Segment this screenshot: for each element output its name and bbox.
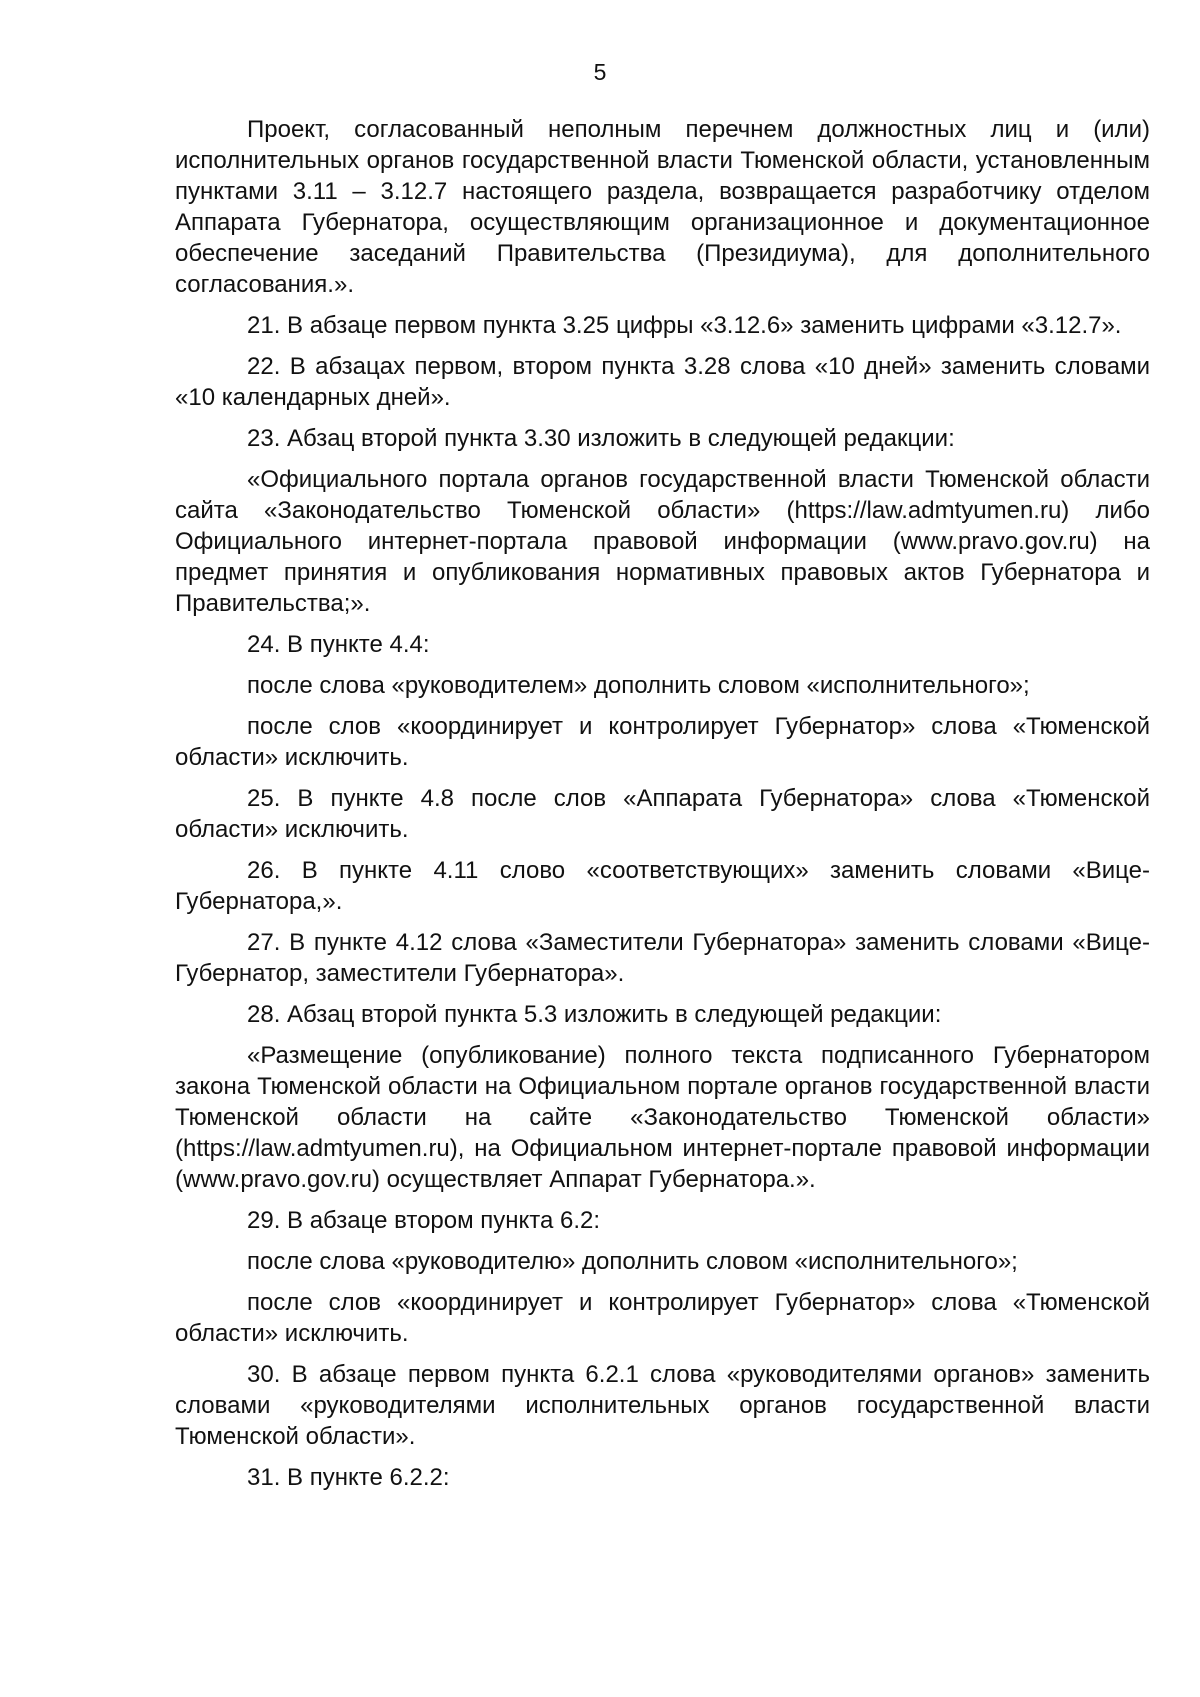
paragraph-item-23-text: «Официального портала органов государственной власти Тюменской области сайта «Законодательство Тюменской области» (https://law.admtyumen.ru) либо Официального интернет-портала правовой информации (www.pravo.gov.ru) на предмет принятия и опубликования нормативных правовых актов Губернатора и Правительства;». xyxy=(175,466,1150,617)
paragraph-item-30: 30. В абзаце первом пункта 6.2.1 слова «руководителями органов» заменить словами «руководителями исполнительных органов государственной власти Тюменской области». xyxy=(175,1361,1150,1450)
paragraph-item-31: 31. В пункте 6.2.2: xyxy=(247,1464,450,1491)
page-number: 5 xyxy=(593,59,607,85)
paragraph-item-29-sub2: после слов «координирует и контролирует Губернатор» слова «Тюменской области» исключить. xyxy=(175,1289,1150,1347)
paragraph-item-21: 21. В абзаце первом пункта 3.25 цифры «3.12.6» заменить цифрами «3.12.7». xyxy=(247,312,1122,339)
paragraph-item-29: 29. В абзаце втором пункта 6.2: xyxy=(247,1207,601,1234)
paragraph-item-22: 22. В абзацах первом, втором пункта 3.28 слова «10 дней» заменить словами «10 календарных дней». xyxy=(175,353,1150,411)
paragraph-item-24-sub2: после слов «координирует и контролирует Губернатор» слова «Тюменской области» исключить. xyxy=(175,713,1150,771)
paragraph-item-27: 27. В пункте 4.12 слова «Заместители Губернатора» заменить словами «Вице-Губернатор, заместители Губернатора». xyxy=(175,929,1150,987)
paragraph-item-24-sub1: после слова «руководителем» дополнить словом «исполнительного»; xyxy=(247,672,1030,699)
document-body xyxy=(175,114,1150,1503)
paragraph-item-23: 23. Абзац второй пункта 3.30 изложить в следующей редакции: xyxy=(247,425,955,452)
paragraph-project-return: Проект, согласованный неполным перечнем должностных лиц и (или) исполнительных органов государственной власти Тюменской области, установленным пунктами 3.11 – 3.12.7 настоящего раздела, возвращается разработчику отделом Аппарата Губернатора, осуществляющим организационное и документационное обеспечение заседаний Правительства (Президиума), для дополнительного согласования.». xyxy=(175,116,1150,298)
paragraph-item-28-text: «Размещение (опубликование) полного текста подписанного Губернатором закона Тюменской области на Официальном портале органов государственной власти Тюменской области на сайте «Законодательство Тюменской области» (https://law.admtyumen.ru), на Официальном интернет-портале правовой информации (www.pravo.gov.ru) осуществляет Аппарат Губернатора.». xyxy=(175,1042,1150,1193)
paragraph-item-29-sub1: после слова «руководителю» дополнить словом «исполнительного»; xyxy=(247,1248,1018,1275)
paragraph-item-28: 28. Абзац второй пункта 5.3 изложить в следующей редакции: xyxy=(247,1001,942,1028)
paragraph-item-26: 26. В пункте 4.11 слово «соответствующих» заменить словами «Вице-Губернатора,». xyxy=(175,857,1150,915)
paragraph-item-25: 25. В пункте 4.8 после слов «Аппарата Губернатора» слова «Тюменской области» исключить. xyxy=(175,785,1150,843)
paragraph-item-24: 24. В пункте 4.4: xyxy=(247,631,430,658)
